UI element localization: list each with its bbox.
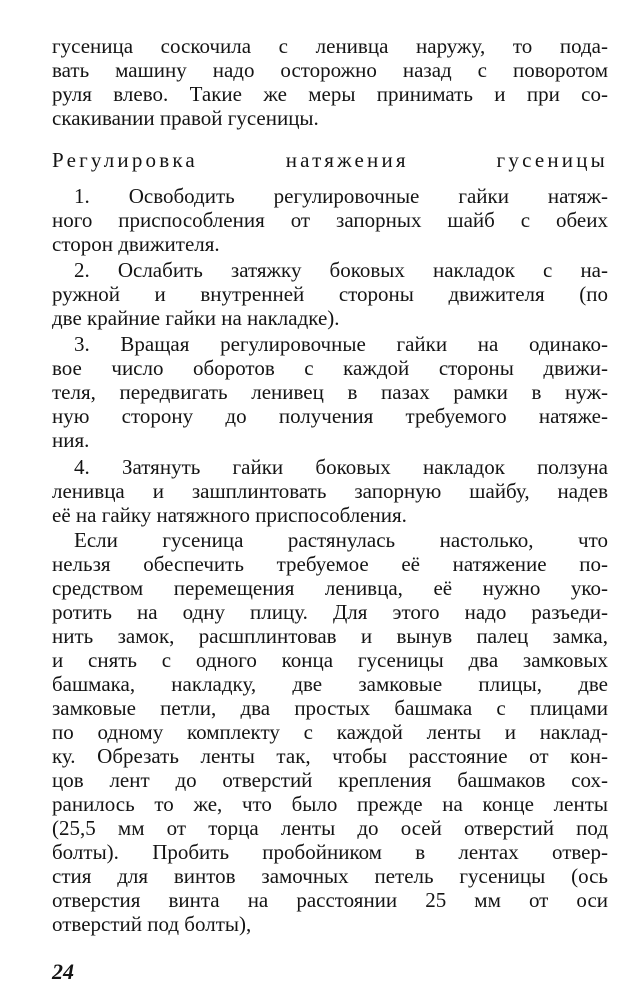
page-number: 24	[52, 959, 74, 984]
text-line: и снять с одного конца гусеницы два замковых	[52, 648, 608, 672]
text-line: стия для винтов замочных петель гусеницы (ось	[52, 864, 608, 888]
text-line: цов лент до отверстий крепления башмаков сох-	[52, 768, 608, 792]
text-line: ленивца и зашплинтовать запорную шайбу, надев	[52, 479, 608, 503]
text-line: замковые петли, два простых башмака с плицами	[52, 696, 608, 720]
text-line: вать машину надо осторожно назад с поворотом	[52, 58, 608, 82]
text-line: 4. Затянуть гайки боковых накладок ползуна	[74, 455, 608, 479]
text-line: теля, передвигать ленивец в пазах рамки в нуж-	[52, 380, 608, 404]
text-line: её на гайку натяжного приспособления.	[52, 503, 407, 527]
text-line: ружной и внутренней стороны движителя (по	[52, 282, 608, 306]
text-line: гусеница соскочила с ленивца наружу, то пода-	[52, 34, 608, 58]
text-line: руля влево. Такие же меры принимать и при со-	[52, 82, 608, 106]
text-line: вое число оборотов с каждой стороны движи-	[52, 356, 608, 380]
text-line: башмака, накладку, две замковые плицы, две	[52, 672, 608, 696]
text-line: по одному комплекту с каждой ленты и наклад-	[52, 720, 608, 744]
text-line: ного приспособления от запорных шайб с обеих	[52, 208, 608, 232]
text-line: средством перемещения ленивца, её нужно уко-	[52, 576, 608, 600]
text-line: 2. Ослабить затяжку боковых накладок с на-	[74, 258, 608, 282]
text-line: ротить на одну плицу. Для этого надо разъеди-	[52, 600, 608, 624]
section-heading: Регулировка натяжения гусеницы	[52, 148, 608, 172]
text-line: сторон движителя.	[52, 232, 220, 256]
text-line: скакивании правой гусеницы.	[52, 106, 319, 130]
text-line: 3. Вращая регулировочные гайки на одинако-	[74, 332, 608, 356]
text-line: ранилось то же, что было прежде на конце ленты	[52, 792, 608, 816]
text-line: болты). Пробить пробойником в лентах отвер-	[52, 840, 608, 864]
text-line: (25,5 мм от торца ленты до осей отверстий под	[52, 816, 608, 840]
text-line: ния.	[52, 428, 90, 452]
text-line: ку. Обрезать ленты так, чтобы расстояние от кон-	[52, 744, 608, 768]
text-line: отверстия винта на расстоянии 25 мм от оси	[52, 888, 608, 912]
text-line: ную сторону до получения требуемого натяже-	[52, 404, 608, 428]
text-line: две крайние гайки на накладке).	[52, 306, 340, 330]
text-line: нельзя обеспечить требуемое её натяжение по-	[52, 552, 608, 576]
text-line: 1. Освободить регулировочные гайки натяж-	[74, 184, 608, 208]
text-line: отверстий под болты),	[52, 912, 252, 936]
text-line: Если гусеница растянулась настолько, что	[74, 528, 608, 552]
text-line: нить замок, расшплинтовав и вынув палец замка,	[52, 624, 608, 648]
